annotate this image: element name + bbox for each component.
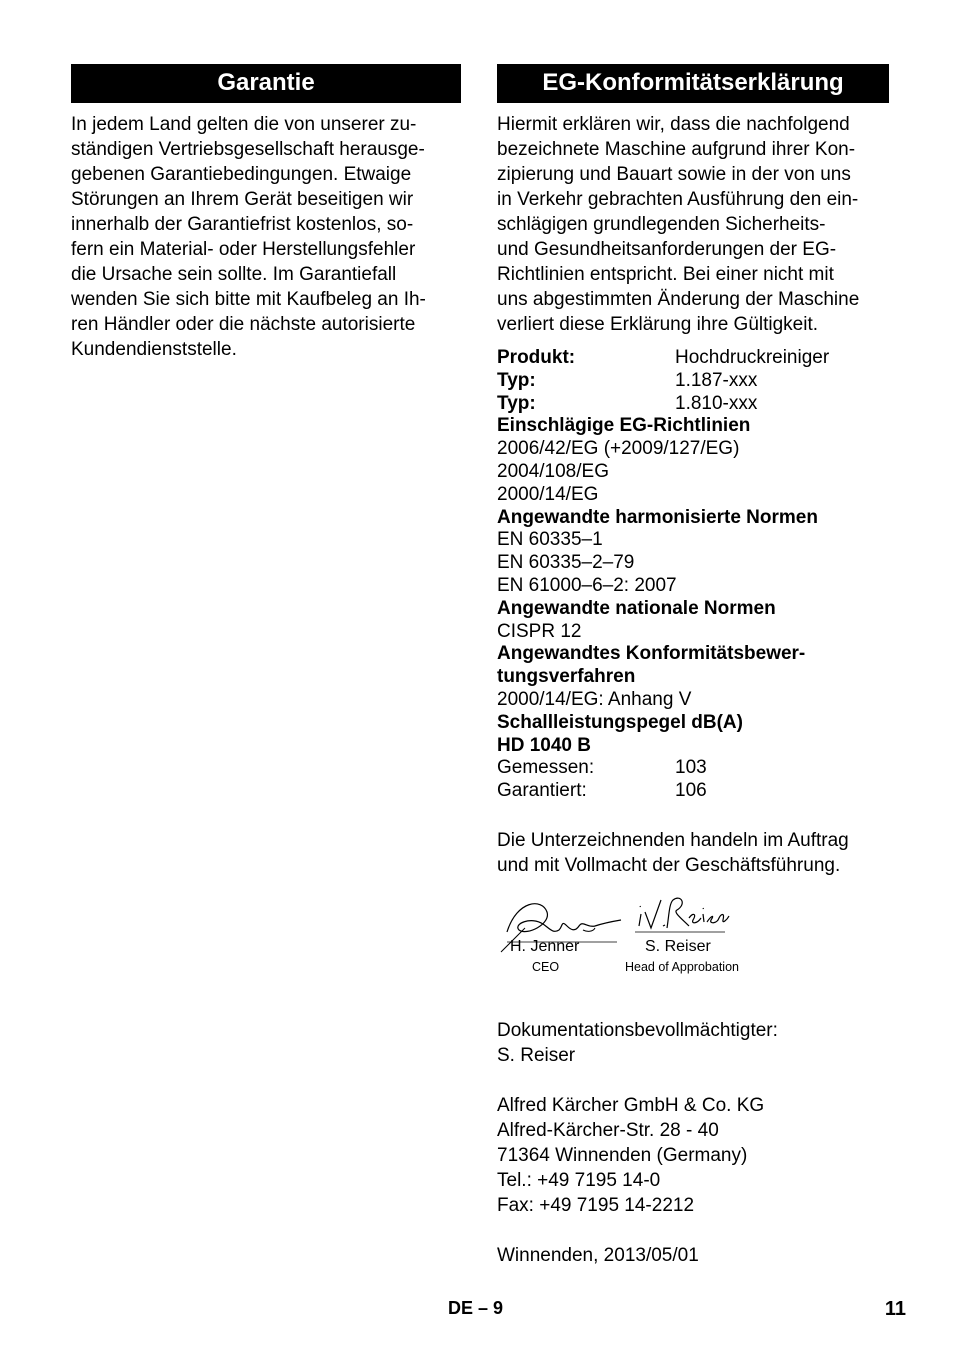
- text-line: Störungen an Ihrem Gerät beseitigen wir: [71, 189, 414, 210]
- norm-item: EN 60335–1: [497, 529, 603, 551]
- signature-reiser: [635, 892, 735, 942]
- type-row: [497, 393, 889, 416]
- directive-item: 2006/42/EG (+2009/127/EG): [497, 438, 740, 460]
- type-label: Typ:: [497, 369, 536, 391]
- text-line: ständigen Vertriebsgesellschaft herausge-: [71, 139, 425, 160]
- measured-value: 103: [675, 757, 707, 779]
- type-value: 1.810-xxx: [675, 392, 758, 414]
- type-value: 1.187-xxx: [675, 369, 758, 391]
- conformity-heading: EG-Konformitätserklärung: [497, 64, 889, 103]
- norm-item: EN 60335–2–79: [497, 552, 635, 574]
- model-name: HD 1040 B: [497, 734, 591, 756]
- text-line: zipierung und Bauart sowie in der von uns: [497, 164, 851, 185]
- text-line: uns abgestimmten Änderung der Maschine: [497, 289, 860, 310]
- garantie-section: [71, 64, 461, 362]
- signatories-text: [497, 828, 889, 878]
- signer1-name: H. Jenner: [510, 937, 580, 955]
- guaranteed-label: Garantiert:: [497, 780, 587, 802]
- type-row: [497, 370, 889, 393]
- signer2-role: Head of Approbation: [625, 959, 739, 974]
- measured-row: [497, 757, 889, 780]
- text-line: gebenen Garantiebedingungen. Etwaige: [71, 164, 412, 185]
- signer2-name: S. Reiser: [645, 937, 711, 955]
- conformity-section: [497, 64, 889, 1268]
- documentation-representative: [497, 1018, 889, 1068]
- product-value: Hochdruckreiniger: [675, 347, 830, 368]
- address-line: Tel.: +49 7195 14-0: [497, 1169, 661, 1191]
- address-line: Alfred-Kärcher-Str. 28 - 40: [497, 1119, 719, 1141]
- type-label: Typ:: [497, 392, 536, 414]
- address-line: Fax: +49 7195 14-2212: [497, 1194, 695, 1216]
- measured-label: Gemessen:: [497, 757, 595, 779]
- text-line: Hiermit erklären wir, dass die nachfolgend: [497, 114, 850, 135]
- address-line: 71364 Winnenden (Germany): [497, 1144, 748, 1166]
- garantie-heading: Garantie: [71, 64, 461, 103]
- directives-heading: Einschlägige EG-Richtlinien: [497, 415, 751, 437]
- norm-item: CISPR 12: [497, 620, 582, 642]
- doc-rep-name: S. Reiser: [497, 1044, 576, 1066]
- text-line: wenden Sie sich bitte mit Kaufbeleg an Ih-: [71, 289, 426, 310]
- text-line: die Ursache sein sollte. Im Garantiefall: [71, 264, 397, 285]
- text-line: Kundendienststelle.: [71, 339, 237, 360]
- text-line: innerhalb der Garantiefrist kostenlos, so-: [71, 214, 414, 235]
- company-address: [497, 1093, 889, 1218]
- text-line: Die Unterzeichnenden handeln im Auftrag: [497, 829, 849, 851]
- national-heading: Angewandte nationale Normen: [497, 597, 776, 619]
- sound-heading: Schallleistungspegel dB(A): [497, 711, 743, 733]
- text-line: In jedem Land gelten die von unserer zu-: [71, 114, 417, 135]
- harmonised-heading: Angewandte harmonisierte Normen: [497, 506, 818, 528]
- guaranteed-value: 106: [675, 780, 707, 802]
- footer-page-number: 11: [884, 1298, 906, 1320]
- directive-item: 2000/14/EG: [497, 483, 599, 505]
- footer-page-label: DE – 9: [448, 1298, 504, 1318]
- text-line: verliert diese Erklärung ihre Gültigkeit.: [497, 314, 819, 335]
- intro-text: [497, 112, 889, 337]
- text-line: in Verkehr gebrachten Ausführung den ein-: [497, 189, 859, 210]
- text-line: ren Händler oder die nächste autorisierte: [71, 314, 416, 335]
- place-date: Winnenden, 2013/05/01: [497, 1244, 699, 1266]
- text-line: schlägigen grundlegenden Sicherheits-: [497, 214, 826, 235]
- directive-item: 2004/108/EG: [497, 460, 609, 482]
- procedure-item: 2000/14/EG: Anhang V: [497, 688, 692, 710]
- text-line: und mit Vollmacht der Geschäftsführung.: [497, 854, 841, 876]
- conformity-procedure-heading: Angewandtes Konformitätsbewer-: [497, 643, 806, 665]
- text-line: fern ein Material- oder Herstellungsfehler: [71, 239, 416, 260]
- text-line: Richtlinien entspricht. Bei einer nicht mit: [497, 264, 834, 285]
- product-label: Produkt:: [497, 347, 576, 368]
- signature-area: [497, 890, 889, 1008]
- text-line: und Gesundheitsanforderungen der EG-: [497, 239, 837, 260]
- guaranteed-row: [497, 780, 889, 803]
- spec-block: [497, 347, 889, 803]
- doc-rep-label: Dokumentationsbevollmächtigter:: [497, 1019, 778, 1041]
- product-row: [497, 347, 889, 370]
- text-line: bezeichnete Maschine aufgrund ihrer Kon-: [497, 139, 856, 160]
- norm-item: EN 61000–6–2: 2007: [497, 574, 677, 596]
- signer1-role: CEO: [532, 959, 560, 974]
- garantie-text: [71, 112, 461, 362]
- address-line: Alfred Kärcher GmbH & Co. KG: [497, 1094, 765, 1116]
- conformity-procedure-heading-cont: tungsverfahren: [497, 666, 636, 688]
